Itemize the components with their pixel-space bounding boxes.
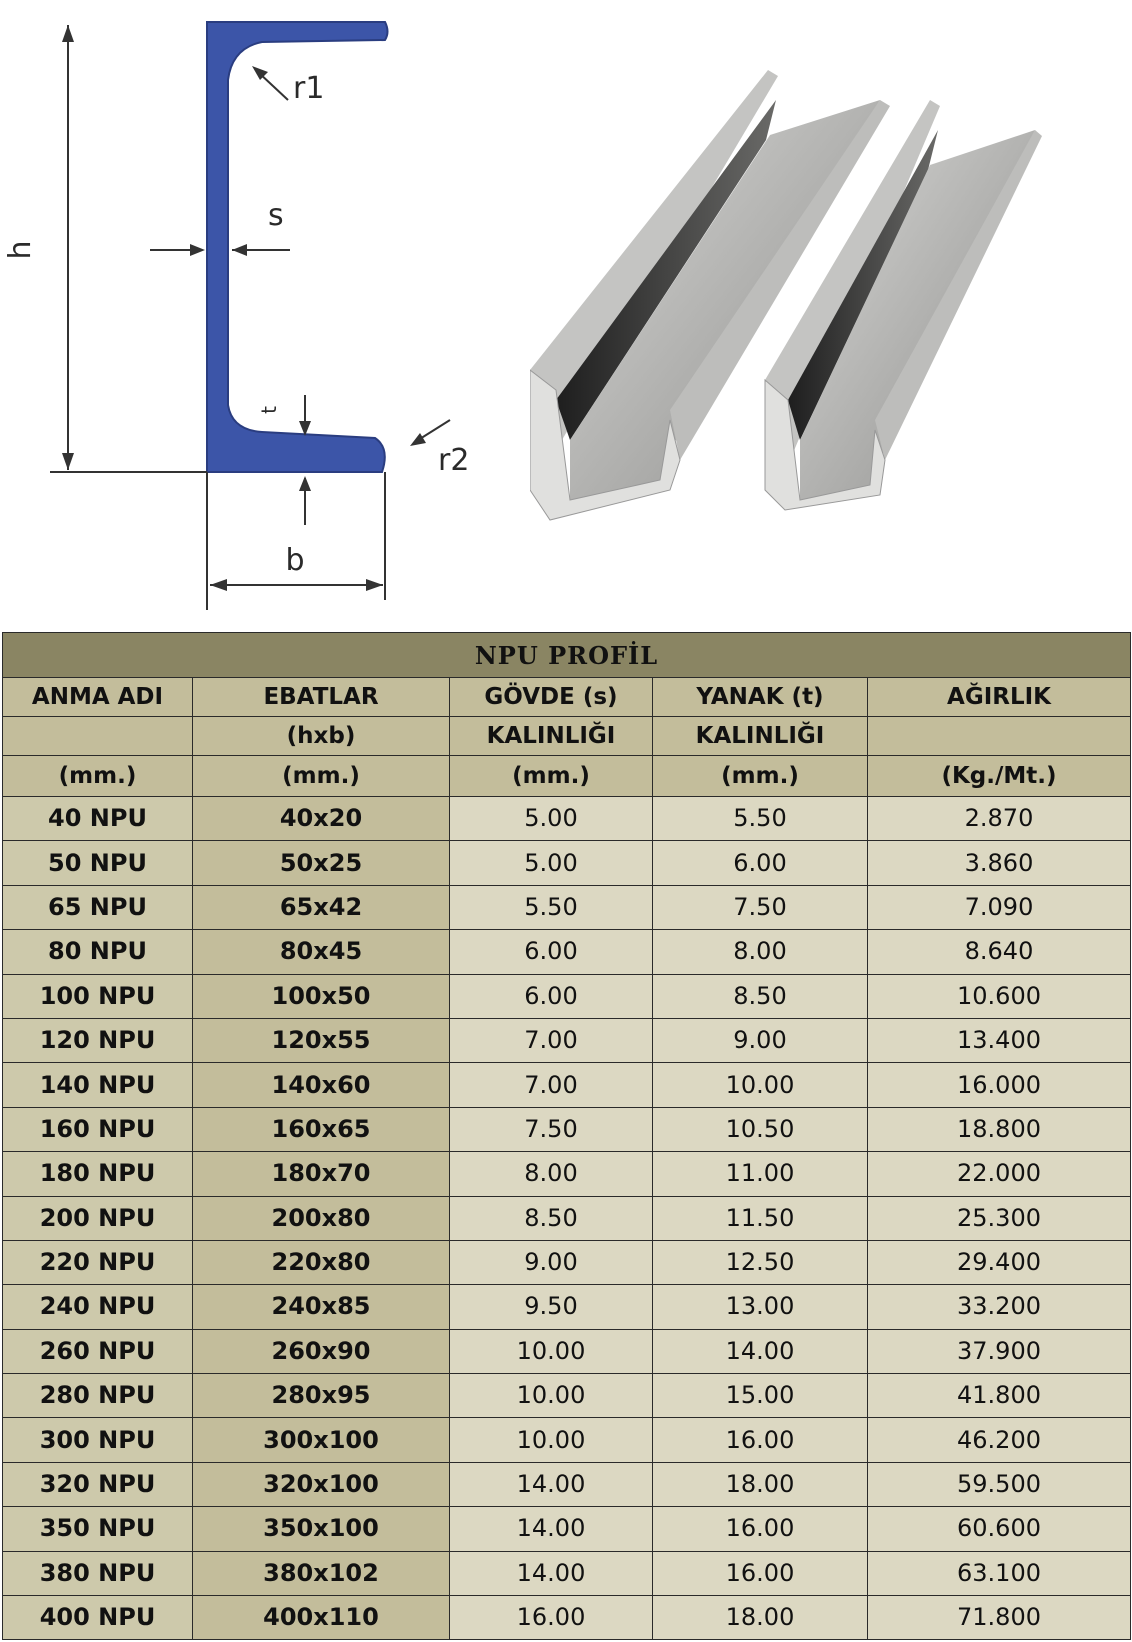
table-cell: 160 NPU <box>3 1107 193 1151</box>
table-cell: 10.00 <box>450 1329 653 1373</box>
table-cell: 16.00 <box>653 1418 868 1462</box>
table-title: NPU PROFİL <box>3 633 1131 678</box>
table-cell: 7.50 <box>653 885 868 929</box>
table-cell: 16.00 <box>653 1551 868 1595</box>
table-row <box>3 930 1131 974</box>
label-r2: r2 <box>438 443 470 478</box>
table-cell: 200x80 <box>193 1196 450 1240</box>
table-cell: 240x85 <box>193 1285 450 1329</box>
header-cell: KALINLIĞI <box>653 717 868 756</box>
header-row-3 <box>3 756 1131 797</box>
table-cell: 120 NPU <box>3 1018 193 1062</box>
header-cell: YANAK (t) <box>653 678 868 717</box>
table-row <box>3 797 1131 841</box>
label-h: h <box>3 240 38 260</box>
table-row <box>3 885 1131 929</box>
table-cell: 220 NPU <box>3 1240 193 1284</box>
label-t: t <box>257 406 281 414</box>
header-cell: (Kg./Mt.) <box>868 756 1131 797</box>
table-cell: 200 NPU <box>3 1196 193 1240</box>
label-r1: r1 <box>293 71 325 106</box>
table-cell: 8.00 <box>653 930 868 974</box>
table-cell: 71.800 <box>868 1596 1131 1640</box>
table-cell: 7.00 <box>450 1018 653 1062</box>
table-cell: 12.50 <box>653 1240 868 1284</box>
table-cell: 40 NPU <box>3 797 193 841</box>
table-row <box>3 1596 1131 1640</box>
table-cell: 160x65 <box>193 1107 450 1151</box>
table-cell: 8.50 <box>450 1196 653 1240</box>
table-row <box>3 1285 1131 1329</box>
table-cell: 400 NPU <box>3 1596 193 1640</box>
table-cell: 120x55 <box>193 1018 450 1062</box>
table-cell: 11.00 <box>653 1152 868 1196</box>
table-cell: 65x42 <box>193 885 450 929</box>
table-cell: 3.860 <box>868 841 1131 885</box>
table-row <box>3 974 1131 1018</box>
table-row <box>3 1152 1131 1196</box>
table-cell: 320 NPU <box>3 1462 193 1506</box>
steel-channels-photo <box>530 40 1100 560</box>
table-cell: 8.50 <box>653 974 868 1018</box>
table-cell: 10.00 <box>450 1374 653 1418</box>
table-cell: 50 NPU <box>3 841 193 885</box>
table-row <box>3 1018 1131 1062</box>
table-row <box>3 1196 1131 1240</box>
table-cell: 300x100 <box>193 1418 450 1462</box>
table-cell: 140 NPU <box>3 1063 193 1107</box>
header-cell: GÖVDE (s) <box>450 678 653 717</box>
table-cell: 6.00 <box>450 930 653 974</box>
table-row <box>3 1418 1131 1462</box>
header-cell: (hxb) <box>193 717 450 756</box>
table-cell: 13.400 <box>868 1018 1131 1062</box>
table-cell: 14.00 <box>450 1462 653 1506</box>
table-cell: 280 NPU <box>3 1374 193 1418</box>
table-cell: 280x95 <box>193 1374 450 1418</box>
table-row <box>3 1240 1131 1284</box>
table-cell: 5.50 <box>450 885 653 929</box>
table-cell: 33.200 <box>868 1285 1131 1329</box>
table-cell: 18.00 <box>653 1596 868 1640</box>
table-cell: 25.300 <box>868 1196 1131 1240</box>
table-cell: 380 NPU <box>3 1551 193 1595</box>
table-cell: 7.00 <box>450 1063 653 1107</box>
table-cell: 260 NPU <box>3 1329 193 1373</box>
table-row <box>3 1551 1131 1595</box>
table-cell: 9.50 <box>450 1285 653 1329</box>
header-cell: AĞIRLIK <box>868 678 1131 717</box>
table-cell: 350 NPU <box>3 1507 193 1551</box>
table-cell: 220x80 <box>193 1240 450 1284</box>
table-row <box>3 1329 1131 1373</box>
table-cell: 180 NPU <box>3 1152 193 1196</box>
header-row-1 <box>3 678 1131 717</box>
label-b: b <box>285 543 305 578</box>
npu-profile-table <box>2 632 1131 1640</box>
table-cell: 18.00 <box>653 1462 868 1506</box>
table-cell: 10.00 <box>653 1063 868 1107</box>
table-cell: 8.640 <box>868 930 1131 974</box>
table-cell: 6.00 <box>653 841 868 885</box>
header-cell <box>868 717 1131 756</box>
table-cell: 260x90 <box>193 1329 450 1373</box>
header-cell: KALINLIĞI <box>450 717 653 756</box>
header-row-2 <box>3 717 1131 756</box>
table-cell: 100x50 <box>193 974 450 1018</box>
table-row <box>3 841 1131 885</box>
table-cell: 2.870 <box>868 797 1131 841</box>
table-cell: 180x70 <box>193 1152 450 1196</box>
table-cell: 16.000 <box>868 1063 1131 1107</box>
table-row <box>3 1107 1131 1151</box>
table-cell: 140x60 <box>193 1063 450 1107</box>
table-cell: 14.00 <box>450 1507 653 1551</box>
table-cell: 7.090 <box>868 885 1131 929</box>
table-cell: 41.800 <box>868 1374 1131 1418</box>
table-cell: 380x102 <box>193 1551 450 1595</box>
table-cell: 400x110 <box>193 1596 450 1640</box>
table-row <box>3 1063 1131 1107</box>
table-cell: 5.00 <box>450 797 653 841</box>
table-cell: 60.600 <box>868 1507 1131 1551</box>
table-row <box>3 1374 1131 1418</box>
table-cell: 6.00 <box>450 974 653 1018</box>
channel-cross-section-diagram <box>0 0 520 620</box>
table-cell: 320x100 <box>193 1462 450 1506</box>
table-cell: 13.00 <box>653 1285 868 1329</box>
table-cell: 16.00 <box>450 1596 653 1640</box>
table-cell: 37.900 <box>868 1329 1131 1373</box>
table-cell: 100 NPU <box>3 974 193 1018</box>
table-cell: 10.00 <box>450 1418 653 1462</box>
label-s: s <box>268 198 284 233</box>
table-cell: 63.100 <box>868 1551 1131 1595</box>
table-cell: 80 NPU <box>3 930 193 974</box>
table-cell: 14.00 <box>653 1329 868 1373</box>
table-cell: 240 NPU <box>3 1285 193 1329</box>
header-cell: (mm.) <box>193 756 450 797</box>
header-cell: EBATLAR <box>193 678 450 717</box>
table-cell: 80x45 <box>193 930 450 974</box>
table-row <box>3 1462 1131 1506</box>
table-cell: 300 NPU <box>3 1418 193 1462</box>
table-cell: 65 NPU <box>3 885 193 929</box>
table-cell: 10.50 <box>653 1107 868 1151</box>
table-cell: 14.00 <box>450 1551 653 1595</box>
table-cell: 29.400 <box>868 1240 1131 1284</box>
table-cell: 8.00 <box>450 1152 653 1196</box>
table-cell: 9.00 <box>450 1240 653 1284</box>
table-cell: 18.800 <box>868 1107 1131 1151</box>
table-cell: 46.200 <box>868 1418 1131 1462</box>
table-cell: 11.50 <box>653 1196 868 1240</box>
table-body <box>3 797 1131 1640</box>
table-cell: 10.600 <box>868 974 1131 1018</box>
header-cell <box>3 717 193 756</box>
table-cell: 9.00 <box>653 1018 868 1062</box>
header-cell: (mm.) <box>3 756 193 797</box>
header-cell: (mm.) <box>450 756 653 797</box>
table-cell: 5.50 <box>653 797 868 841</box>
header-cell: (mm.) <box>653 756 868 797</box>
header-cell: ANMA ADI <box>3 678 193 717</box>
table-cell: 16.00 <box>653 1507 868 1551</box>
table-cell: 50x25 <box>193 841 450 885</box>
table-cell: 22.000 <box>868 1152 1131 1196</box>
table-cell: 40x20 <box>193 797 450 841</box>
table-row <box>3 1507 1131 1551</box>
table-cell: 350x100 <box>193 1507 450 1551</box>
table-cell: 7.50 <box>450 1107 653 1151</box>
table-cell: 5.00 <box>450 841 653 885</box>
table-cell: 15.00 <box>653 1374 868 1418</box>
table-cell: 59.500 <box>868 1462 1131 1506</box>
